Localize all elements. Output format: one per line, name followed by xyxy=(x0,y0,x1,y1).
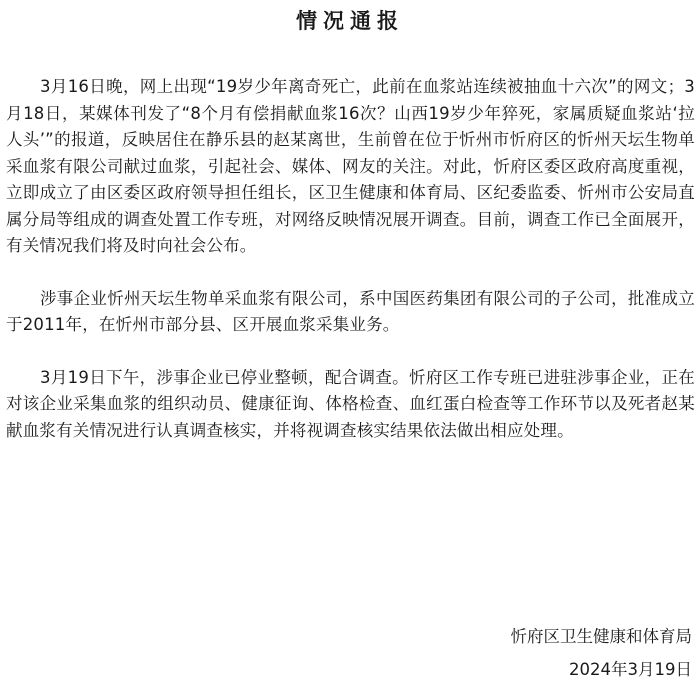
paragraph-1: 3月16日晚，网上出现“19岁少年离奇死亡，此前在血浆站连续被抽血十六次”的网文；3月18日，某媒体刊发了“8个月有偿捐献血浆16次？山西19岁少年猝死，家属质疑血浆站‘拉人头’”的报道，反映居住在静乐县的赵某离世，生前曾在位于忻州市忻府区的忻州天坛生物单采血浆有限公司献过血浆，引起社会、媒体、网友的关注。对此，忻府区委区政府高度重视，立即成立了由区委区政府领导担任组长，区卫生健康和体育局、区纪委监委、忻州市公安局直属分局等组成的调查处置工作专班，对网络反映情况展开调查。目前，调查工作已全面展开，有关情况我们将及时向社会公布。 xyxy=(6,77,695,255)
paragraph-2: 涉事企业忻州天坛生物单采血浆有限公司，系中国医药集团有限公司的子公司，批准成立于2011年，在忻州市部分县、区开展血浆采集业务。 xyxy=(6,288,695,334)
document-title: 情况通报 xyxy=(296,9,404,33)
signature-organization: 忻府区卫生健康和体育局 xyxy=(510,627,692,646)
document-body xyxy=(6,74,695,444)
signature-date: 2024年3月19日 xyxy=(569,660,692,679)
paragraph-3: 3月19日下午，涉事企业已停业整顿，配合调查。忻府区工作专班已进驻涉事企业，正在对该企业采集血浆的组织动员、健康征询、体格检查、血红蛋白检查等工作环节以及死者赵某献血浆有关情况进行认真调查核实，并将视调查核实结果依法做出相应处理。 xyxy=(6,367,695,440)
